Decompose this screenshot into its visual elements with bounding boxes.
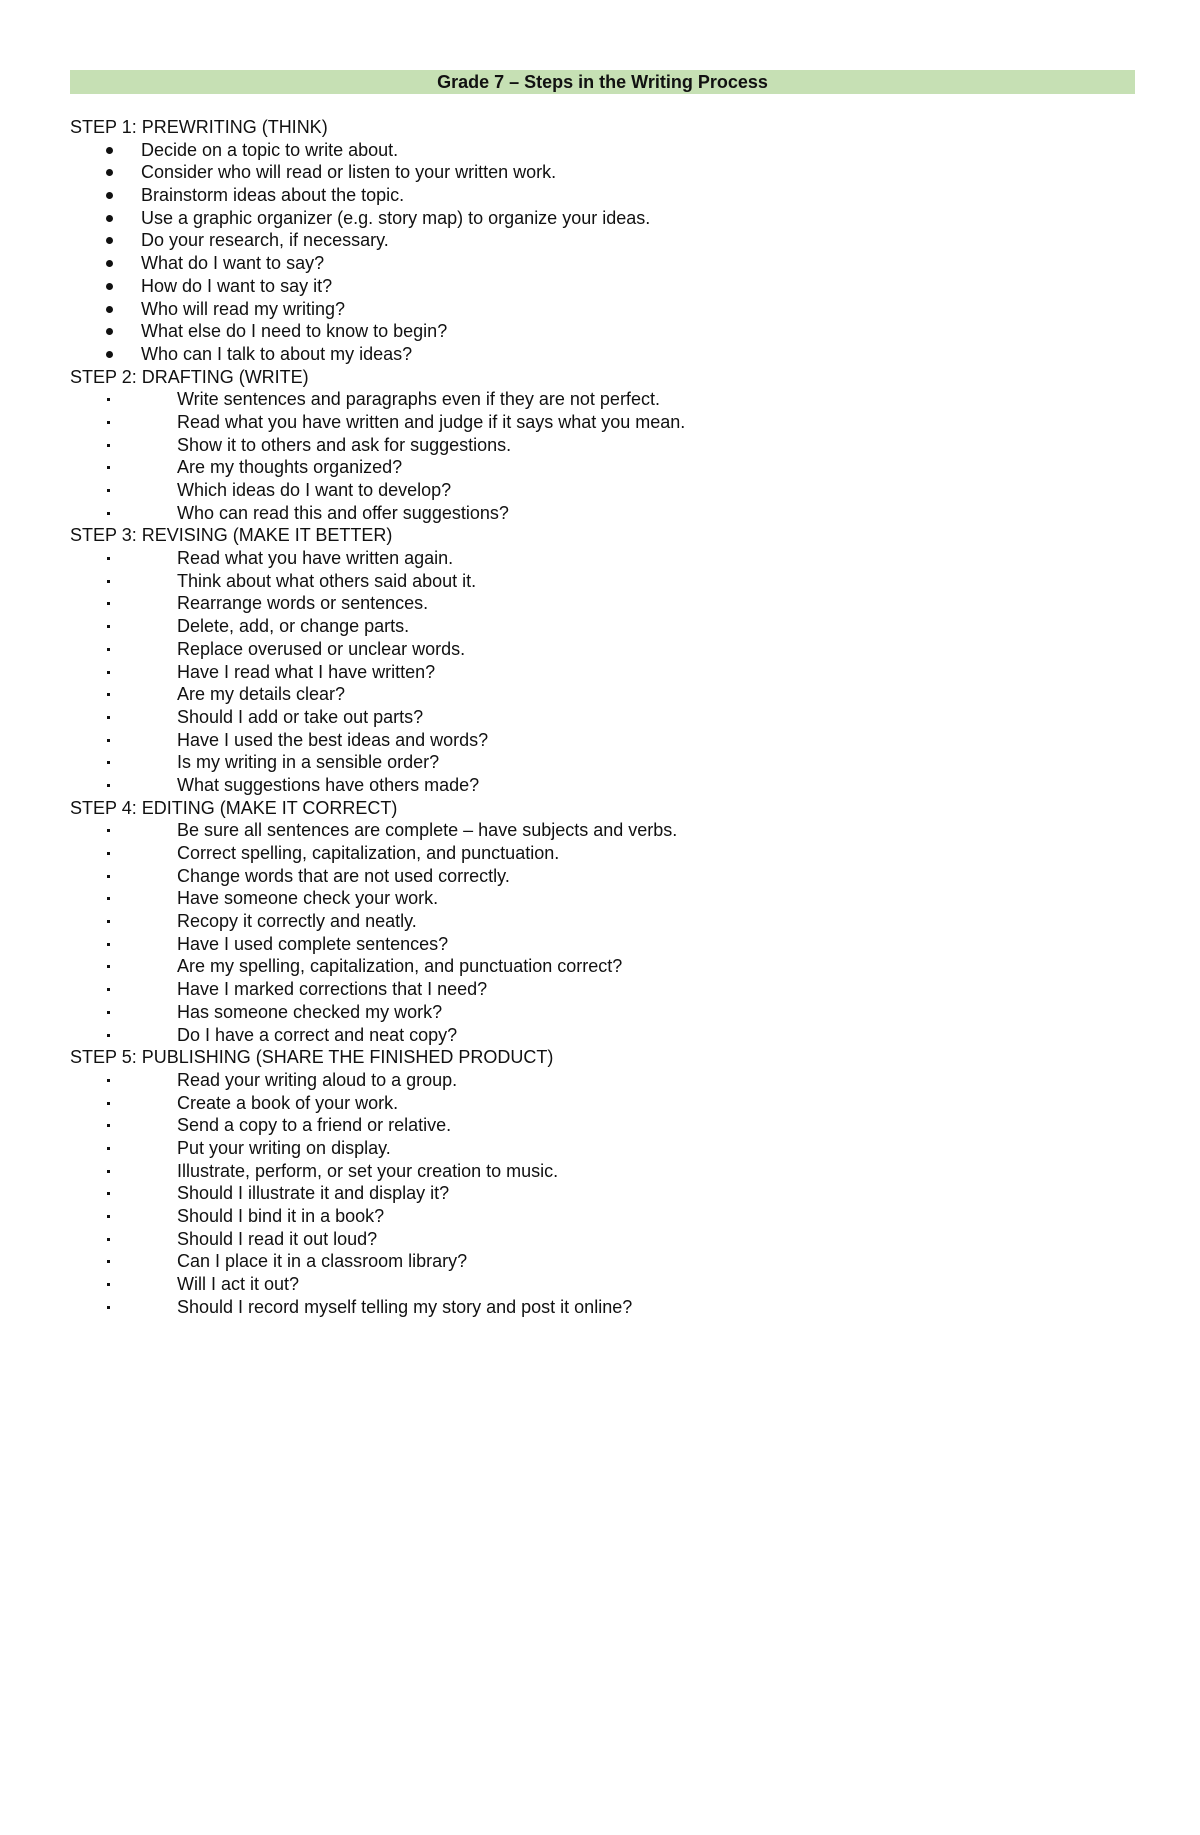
step-2-list xyxy=(70,388,1135,524)
step-4-heading: STEP 4: EDITING (MAKE IT CORRECT) xyxy=(70,797,398,818)
list-item: How do I want to say it? xyxy=(70,275,1135,298)
list-item: What suggestions have others made? xyxy=(70,774,1135,797)
list-item: Rearrange words or sentences. xyxy=(70,592,1135,615)
list-item: Change words that are not used correctly. xyxy=(70,865,1135,888)
list-item: Should I read it out loud? xyxy=(70,1228,1135,1251)
list-item: Do your research, if necessary. xyxy=(70,229,1135,252)
step-1-section xyxy=(70,116,1135,366)
list-item: Which ideas do I want to develop? xyxy=(70,479,1135,502)
list-item: Are my thoughts organized? xyxy=(70,456,1135,479)
list-item: What else do I need to know to begin? xyxy=(70,320,1135,343)
list-item: Should I add or take out parts? xyxy=(70,706,1135,729)
step-1-heading: STEP 1: PREWRITING (THINK) xyxy=(70,117,328,137)
list-item: Are my spelling, capitalization, and punctuation correct? xyxy=(70,955,1135,978)
list-item: Should I record myself telling my story and post it online? xyxy=(70,1296,1135,1319)
list-item: Who can read this and offer suggestions? xyxy=(70,502,1135,525)
list-item: What do I want to say? xyxy=(70,252,1135,275)
step-4-list xyxy=(70,819,1135,1046)
list-item: Read what you have written and judge if it says what you mean. xyxy=(70,411,1135,434)
list-item: Be sure all sentences are complete – have subjects and verbs. xyxy=(70,819,1135,842)
list-item: Create a book of your work. xyxy=(70,1092,1135,1115)
list-item: Show it to others and ask for suggestions. xyxy=(70,434,1135,457)
list-item: Delete, add, or change parts. xyxy=(70,615,1135,638)
list-item: Who will read my writing? xyxy=(70,298,1135,321)
list-item: Put your writing on display. xyxy=(70,1137,1135,1160)
step-5-list xyxy=(70,1069,1135,1319)
list-item: Write sentences and paragraphs even if they are not perfect. xyxy=(70,388,1135,411)
list-item: Recopy it correctly and neatly. xyxy=(70,910,1135,933)
list-item: Do I have a correct and neat copy? xyxy=(70,1024,1135,1047)
list-item: Should I bind it in a book? xyxy=(70,1205,1135,1228)
list-item: Read what you have written again. xyxy=(70,547,1135,570)
step-3-list xyxy=(70,547,1135,797)
step-3-section xyxy=(70,524,1135,796)
list-item: Have I marked corrections that I need? xyxy=(70,978,1135,1001)
list-item: Have I read what I have written? xyxy=(70,661,1135,684)
list-item: Send a copy to a friend or relative. xyxy=(70,1114,1135,1137)
list-item: Decide on a topic to write about. xyxy=(70,139,1135,162)
list-item: Read your writing aloud to a group. xyxy=(70,1069,1135,1092)
list-item: Replace overused or unclear words. xyxy=(70,638,1135,661)
step-4-section xyxy=(70,797,1135,1047)
list-item: Who can I talk to about my ideas? xyxy=(70,343,1135,366)
list-item: Have I used the best ideas and words? xyxy=(70,729,1135,752)
list-item: Think about what others said about it. xyxy=(70,570,1135,593)
step-3-heading: STEP 3: REVISING (MAKE IT BETTER) xyxy=(70,525,393,546)
list-item: Will I act it out? xyxy=(70,1273,1135,1296)
list-item: Use a graphic organizer (e.g. story map) to organize your ideas. xyxy=(70,207,1135,230)
step-5-section xyxy=(70,1046,1135,1318)
list-item: Are my details clear? xyxy=(70,683,1135,706)
step-2-heading: STEP 2: DRAFTING (WRITE) xyxy=(70,366,309,387)
step-5-heading: STEP 5: PUBLISHING (SHARE THE FINISHED PRODUCT) xyxy=(70,1047,554,1068)
list-item: Have someone check your work. xyxy=(70,887,1135,910)
list-item: Can I place it in a classroom library? xyxy=(70,1250,1135,1273)
list-item: Has someone checked my work? xyxy=(70,1001,1135,1024)
list-item: Should I illustrate it and display it? xyxy=(70,1182,1135,1205)
document-page xyxy=(70,70,1135,1318)
list-item: Consider who will read or listen to your written work. xyxy=(70,161,1135,184)
list-item: Have I used complete sentences? xyxy=(70,933,1135,956)
list-item: Correct spelling, capitalization, and punctuation. xyxy=(70,842,1135,865)
document-title: Grade 7 – Steps in the Writing Process xyxy=(70,70,1135,94)
list-item: Brainstorm ideas about the topic. xyxy=(70,184,1135,207)
list-item: Illustrate, perform, or set your creation to music. xyxy=(70,1160,1135,1183)
step-2-section xyxy=(70,366,1135,525)
step-1-list xyxy=(70,139,1135,366)
list-item: Is my writing in a sensible order? xyxy=(70,751,1135,774)
